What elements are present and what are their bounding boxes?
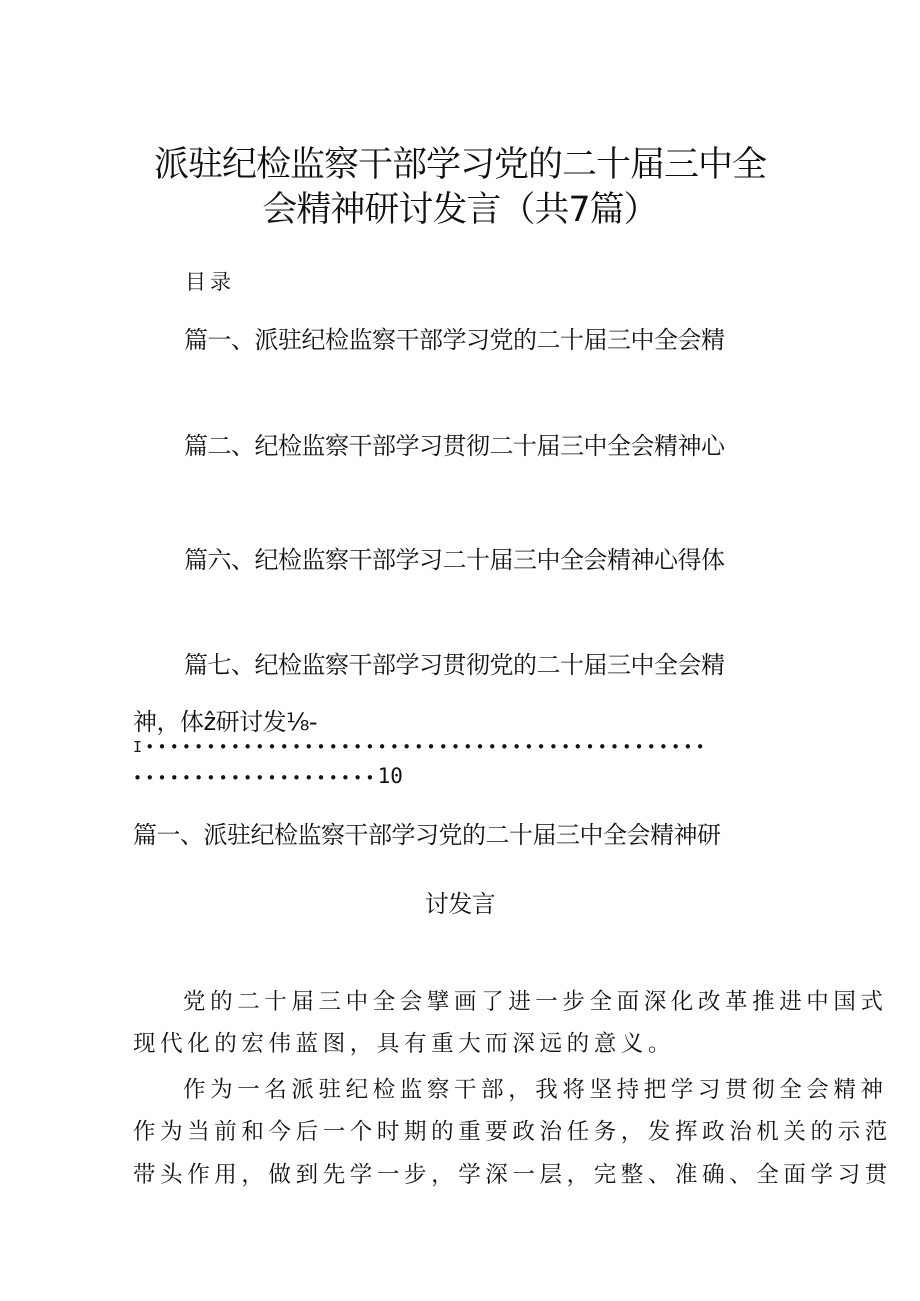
document-title-line-1: 派驻纪检监察干部学习党的二十届三中全 bbox=[153, 145, 766, 185]
body-line: 带头作用，做到先学一步，学深一层，完整、准确、全面学习贯 bbox=[133, 1162, 892, 1188]
body-line: 现代化的宏伟蓝图，具有重大而深远的意义。 bbox=[133, 1031, 676, 1057]
section-title-line-2: 讨发言 bbox=[424, 890, 496, 918]
toc-heading: 目录 bbox=[185, 270, 235, 294]
body-line: 作为当前和今后一个时期的重要政治任务，发挥政治机关的示范 bbox=[133, 1119, 892, 1145]
toc-leader-line-2 bbox=[133, 764, 403, 788]
toc-item-2[interactable]: 篇二、纪检监察干部学习贯彻二十届三中全会精神心 bbox=[184, 432, 725, 460]
body-line: 作为一名派驻纪检监察干部，我将坚持把学习贯彻全会精神 bbox=[183, 1077, 888, 1103]
toc-leader-dots-line-2: •••••••••••••••••••• bbox=[133, 769, 378, 787]
toc-item-1[interactable]: 篇一、派驻纪检监察干部学习党的二十届三中全会精 bbox=[184, 326, 725, 354]
body-line: 党的二十届三中全会擘画了进一步全面深化改革推进中国式 bbox=[183, 989, 888, 1015]
document-title-line-2: 会精神研讨发言（共7篇） bbox=[262, 190, 658, 230]
toc-page-number: 10 bbox=[377, 764, 403, 788]
toc-item-7-continuation: 神，体ẑ研讨发⅛- bbox=[133, 708, 318, 736]
section-title-line-1: 篇一、派驻纪检监察干部学习党的二十届三中全会精神研 bbox=[133, 821, 721, 849]
toc-item-6[interactable]: 篇六、纪检监察干部学习二十届三中全会精神心得体 bbox=[184, 546, 725, 574]
toc-leader-dots-line-1: I•••••••••••••••••••••••••••••••••••••••••••••• bbox=[133, 738, 708, 756]
toc-item-7[interactable]: 篇七、纪检监察干部学习贯彻党的二十届三中全会精 bbox=[184, 651, 725, 679]
